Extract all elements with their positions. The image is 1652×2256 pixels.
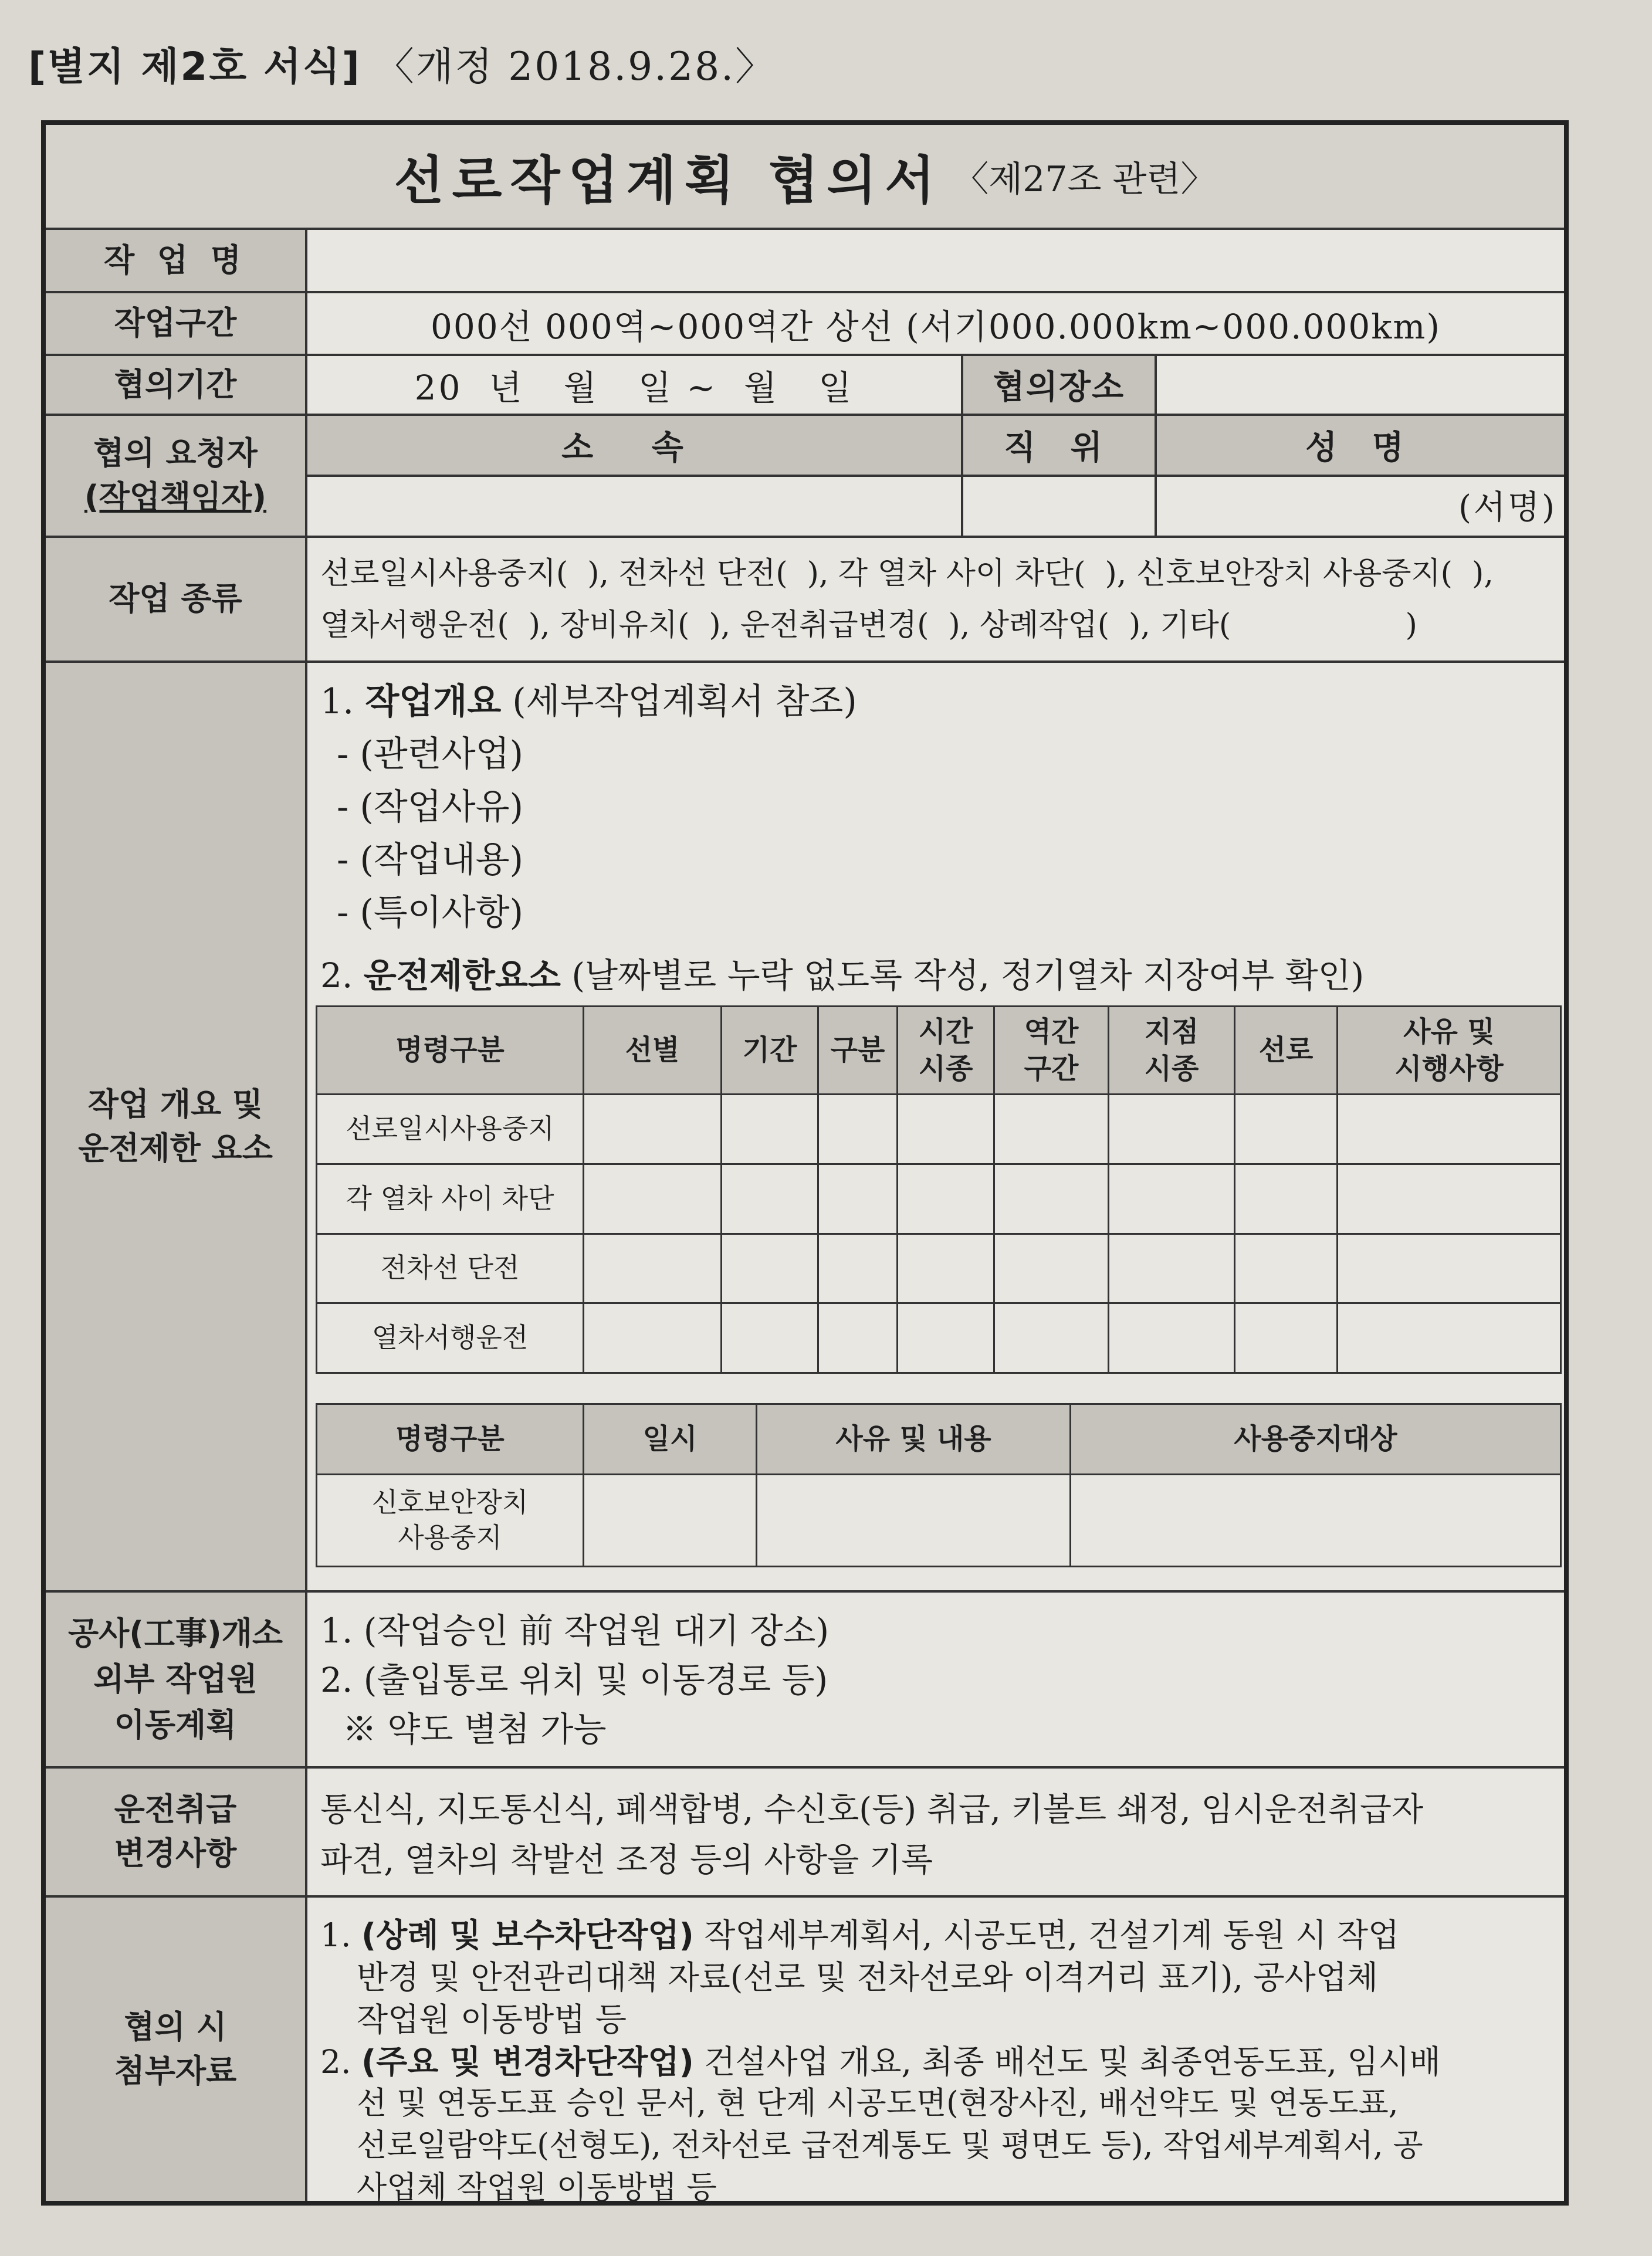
affiliation-field[interactable] [307,475,961,536]
row-work-section [46,291,1564,354]
row-worker-movement [46,1590,1564,1766]
table-row [317,1475,1561,1567]
form-header [28,35,776,91]
revision-date: 〈개정 2018.9.28.〉 [375,44,776,89]
consult-period-field[interactable]: 20 년 월 일 ~ 월 일 [414,368,854,408]
restriction-table [316,1005,1562,1374]
operation-change-line2: 파견, 열차의 착발선 조정 등의 사항을 기록 [320,1841,933,1879]
row-operation-change [46,1766,1564,1895]
row-work-type [46,536,1564,660]
consult-period-label: 협의기간 [46,356,307,414]
attachment-item-2-line3: 선로일람약도(선형도), 전차선로 급전계통도 및 평면도 등), 작업세부계획서, 공 [357,2128,1423,2163]
table-row [317,1303,1561,1373]
attachment-item-1-bold: (상례 및 보수차단작업) [361,1916,694,1954]
table2-header: 명령구분 [317,1404,584,1475]
table1-row-label: 열차서행운전 [317,1303,584,1373]
table1-header: 사유 및 시행사항 [1338,1007,1561,1095]
section2-heading: 2. 운전제한요소 (날짜별로 누락 없도록 작성, 정기열차 지장여부 확인) [320,956,1365,995]
table1-row-label: 전차선 단전 [317,1234,584,1303]
signature-note: (서명) [1458,489,1557,527]
table1-row-label: 각 열차 사이 차단 [317,1164,584,1234]
attachment-item-1: 1. (상례 및 보수차단작업) 작업세부계획서, 시공도면, 건설기계 동원 시 작업 [320,1916,1400,1954]
attachments-label: 협의 시 첨부자료 [46,1898,307,2201]
attachment-item-2-bold: (주요 및 변경차단작업) [361,2043,694,2081]
form-title-reference: 〈제27조 관련〉 [953,158,1216,200]
overview-item: - (관련사업) [337,734,524,775]
attachment-item-1-line2: 반경 및 안전관리대책 자료(선로 및 전차선로와 이격거리 표기), 공사업체 [357,1959,1379,1996]
form-number: [별지 제2호 서식] [28,44,361,89]
attachment-item-2-line4: 사업체 작업원 이동방법 등 [357,2170,717,2206]
col-affiliation: 소 속 [307,416,961,475]
requester-label-line1: 협의 요청자 [93,435,258,472]
consult-place-label: 협의장소 [961,356,1155,414]
worker-movement-label: 공사(工事)개소 외부 작업원 이동계획 [46,1593,307,1766]
overview-item: - (특이사항) [337,892,524,933]
form-title [46,125,1564,228]
table-row [317,1095,1561,1164]
table1-row-label: 선로일시사용중지 [317,1095,584,1164]
table1-header: 시간 시종 [898,1007,994,1095]
work-name-field[interactable] [307,230,1564,291]
row-consult-period [46,354,1564,414]
requester-value-row [307,475,1564,536]
consultation-form [41,120,1569,2206]
worker-movement-line2[interactable]: 2. (출입통로 위치 및 이동경로 등) [320,1660,828,1700]
table1-header: 역간 구간 [994,1007,1109,1095]
table1-header: 선별 [584,1007,722,1095]
operation-change-label: 운전취급 변경사항 [46,1769,307,1895]
overview-label-line1: 작업 개요 및 [87,1085,263,1123]
requester-label-line2: (작업책임자) [84,479,267,516]
section2-note: (날짜별로 누락 없도록 작성, 정기열차 지장여부 확인) [571,956,1365,995]
col-name: 성 명 [1155,416,1564,475]
work-type-label: 작업 종류 [46,538,307,660]
signal-suspension-table [316,1403,1562,1567]
table1-header: 선로 [1235,1007,1338,1095]
work-section-label: 작업구간 [46,293,307,354]
requester-label [46,416,307,536]
row-overview [46,660,1564,1590]
attachment-item-2-line2: 선 및 연동도표 승인 문서, 현 단계 시공도면(현장사진, 배선약도 및 연동도표, [357,2085,1399,2121]
work-section-field[interactable]: 000선 000역~000역간 상선 (서기000.000km~000.000km) [430,306,1441,347]
operation-change-line1: 통신식, 지도통신식, 폐색합병, 수신호(등) 취급, 키볼트 쇄정, 임시운전취급자 [320,1791,1424,1829]
row-work-name [46,228,1564,291]
work-type-options-line2[interactable]: 열차서행운전( ), 장비유치( ), 운전취급변경( ), 상례작업( ), 기타( ) [320,608,1417,643]
name-field[interactable] [1155,475,1564,536]
table1-header: 명령구분 [317,1007,584,1095]
row-requester [46,414,1564,536]
position-field[interactable] [961,475,1155,536]
table2-header: 사유 및 내용 [757,1404,1071,1475]
table2-header: 일시 [584,1404,757,1475]
section2-title: 운전제한요소 [363,956,561,995]
overview-label [46,663,307,1590]
attachment-item-2: 2. (주요 및 변경차단작업) 건설사업 개요, 최종 배선도 및 최종연동도표, 임시배 [320,2043,1441,2081]
section1-heading: 1. 작업개요 (세부작업계획서 참조) [320,681,857,722]
table-row [317,1164,1561,1234]
section1-note: (세부작업계획서 참조) [512,681,857,722]
worker-movement-line1[interactable]: 1. (작업승인 前 작업원 대기 장소) [320,1611,830,1651]
table2-header: 사용중지대상 [1071,1404,1561,1475]
work-type-options-line1[interactable]: 선로일시사용중지( ), 전차선 단전( ), 각 열차 사이 차단( ), 신호보안장치 사용중지( ), [320,556,1494,591]
row-attachments [46,1895,1564,2206]
work-name-label: 작 업 명 [46,230,307,291]
worker-movement-note: ※ 약도 별첨 가능 [343,1709,607,1749]
consult-place-field[interactable] [1155,356,1564,414]
overview-label-line2: 운전제한 요소 [78,1129,273,1167]
table-row [317,1234,1561,1303]
overview-item: - (작업사유) [337,787,524,828]
col-position: 직 위 [961,416,1155,475]
section1-title: 작업개요 [365,681,502,722]
attachment-item-1-line3: 작업원 이동방법 등 [357,2001,627,2038]
overview-item: - (작업내용) [337,839,524,880]
table1-header: 지점 시종 [1109,1007,1235,1095]
form-title-main: 선로작업계획 협의서 [394,150,943,211]
table1-header: 기간 [722,1007,818,1095]
table1-header: 구분 [818,1007,898,1095]
table2-row-label: 신호보안장치 사용중지 [317,1475,584,1567]
requester-header-row [307,416,1564,477]
